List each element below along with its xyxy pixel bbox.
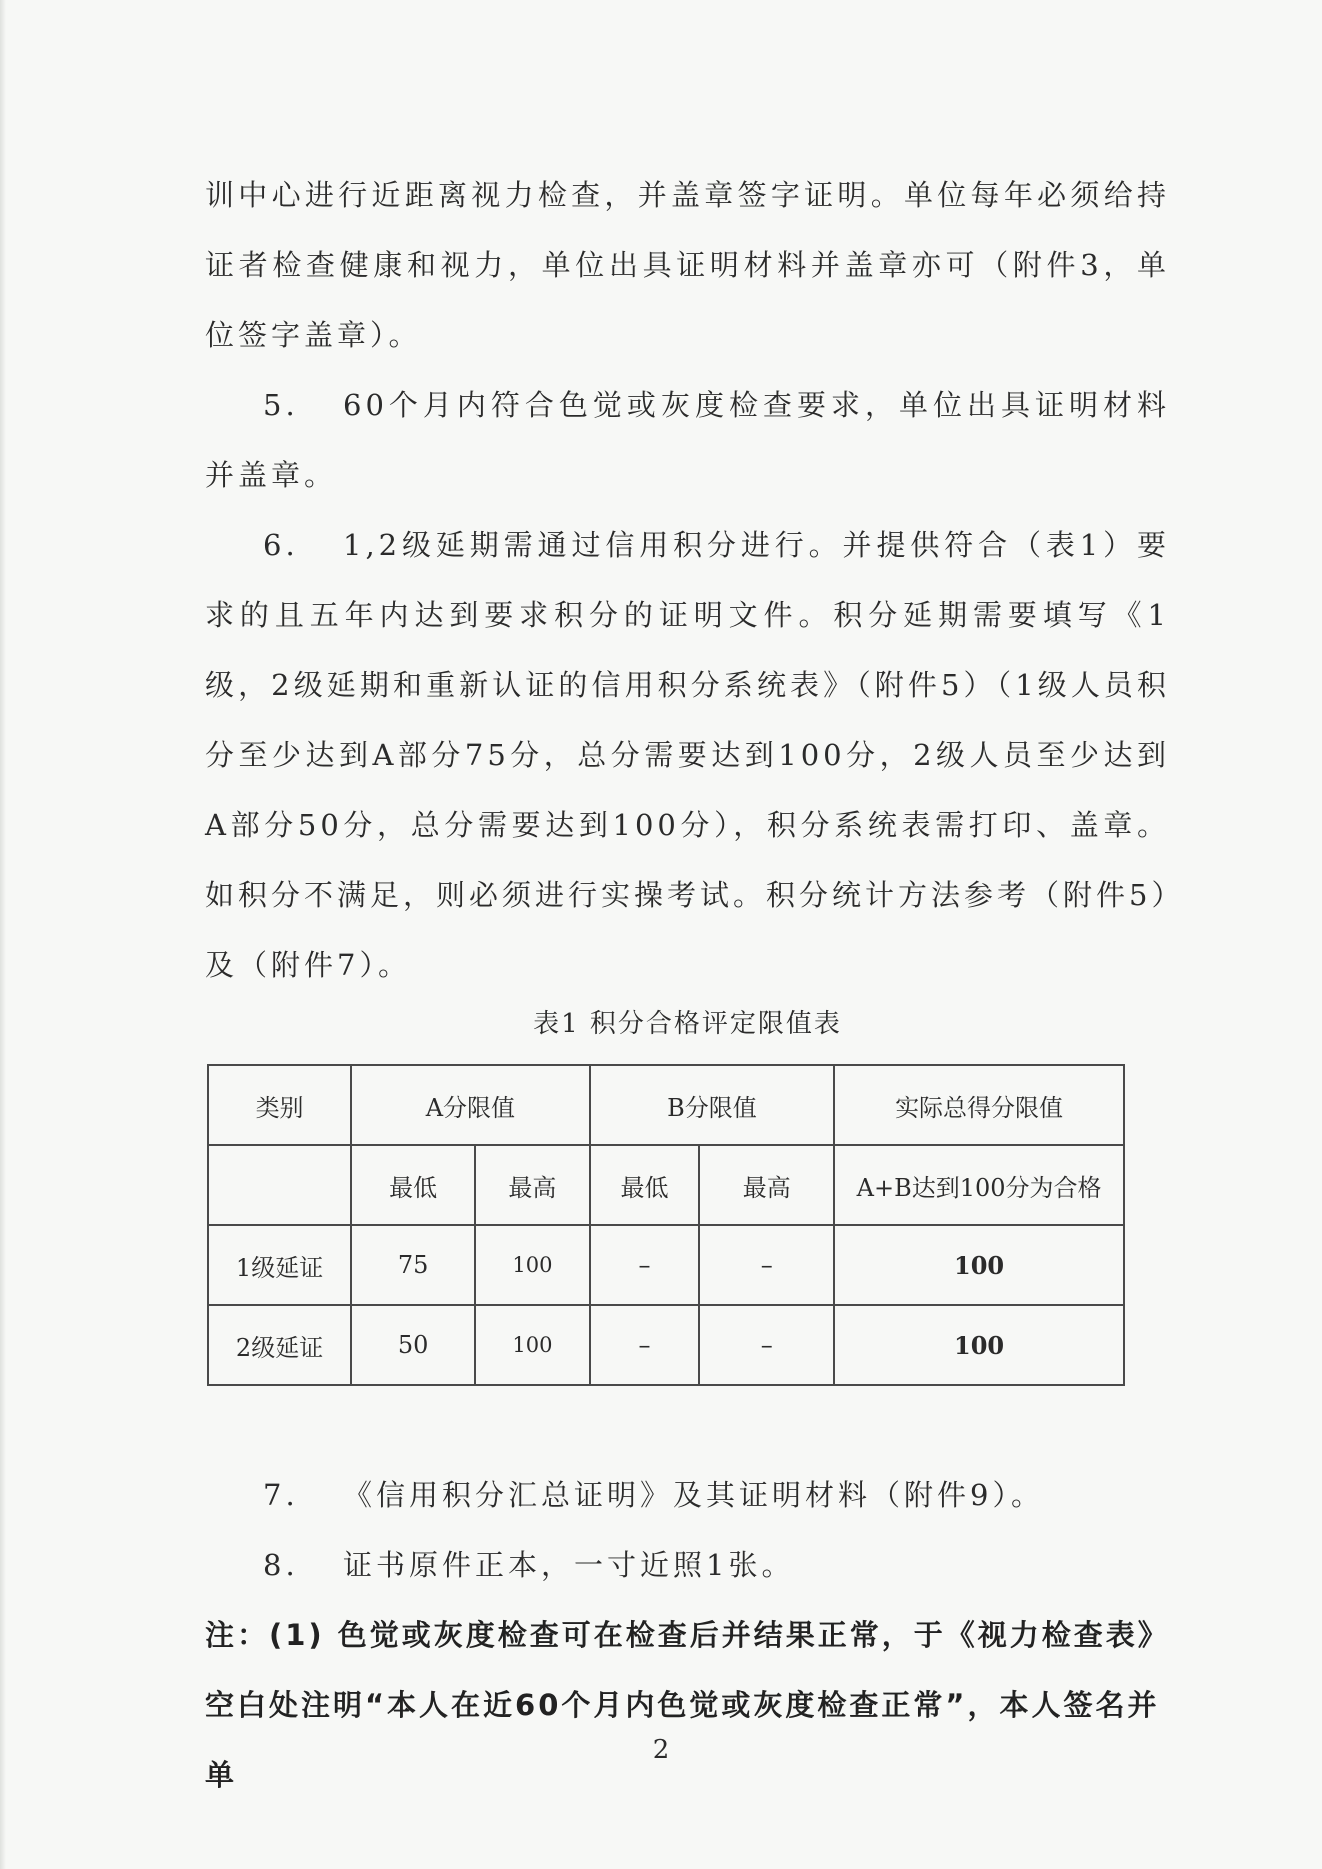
- page-number: 2: [652, 1735, 670, 1765]
- list-item: [205, 1530, 1170, 1600]
- subheader-b-min: 最低: [590, 1145, 700, 1225]
- row-b-max: –: [699, 1305, 834, 1385]
- row-total: 100: [834, 1225, 1124, 1305]
- header-b-limit: B分限值: [590, 1065, 834, 1145]
- subheader-a-min: 最低: [351, 1145, 475, 1225]
- table-caption: 表1 积分合格评定限值表: [533, 1009, 842, 1039]
- table-header-row: [208, 1065, 1124, 1145]
- row-a-min: 75: [351, 1225, 475, 1305]
- table-subheader-row: [208, 1145, 1124, 1225]
- table-row: [208, 1305, 1124, 1385]
- row-total: 100: [834, 1305, 1124, 1385]
- row-a-max: 100: [475, 1305, 590, 1385]
- document-body: [205, 160, 1170, 1810]
- list-item-number: 8.: [263, 1548, 299, 1582]
- subheader-b-max: 最高: [699, 1145, 834, 1225]
- header-category: 类别: [208, 1065, 351, 1145]
- row-category: 2级延证: [208, 1305, 351, 1385]
- list-item: [205, 370, 1170, 510]
- score-limit-table: [207, 1064, 1125, 1386]
- list-item: [205, 510, 1170, 1000]
- list-item-number: 5.: [263, 388, 299, 422]
- list-item: [205, 1460, 1170, 1530]
- row-b-max: –: [699, 1225, 834, 1305]
- row-category: 1级延证: [208, 1225, 351, 1305]
- subheader-empty: [208, 1145, 351, 1225]
- row-a-max: 100: [475, 1225, 590, 1305]
- list-item-number: 7.: [263, 1478, 299, 1512]
- list-item-number: 6.: [263, 528, 299, 562]
- note-paragraph: 注：(1) 色觉或灰度检查可在检查后并结果正常，于《视力检查表》空白处注明“本人在近60个月内色觉或灰度检查正常”，本人签名并单: [205, 1618, 1170, 1792]
- row-a-min: 50: [351, 1305, 475, 1385]
- header-total-limit: 实际总得分限值: [834, 1065, 1124, 1145]
- paragraph-continuation: 训中心进行近距离视力检查，并盖章签字证明。单位每年必须给持证者检查健康和视力，单位出具证明材料并盖章亦可（附件3，单位签字盖章）。: [205, 178, 1170, 352]
- row-b-min: –: [590, 1225, 700, 1305]
- header-a-limit: A分限值: [351, 1065, 590, 1145]
- subheader-total-note: A+B达到100分为合格: [834, 1145, 1124, 1225]
- subheader-a-max: 最高: [475, 1145, 590, 1225]
- list-item-text: 60个月内符合色觉或灰度检查要求，单位出具证明材料并盖章。: [205, 388, 1170, 492]
- list-item-text: 《信用积分汇总证明》及其证明材料（附件9）。: [343, 1478, 1044, 1512]
- list-item-text: 证书原件正本，一寸近照1张。: [343, 1548, 795, 1582]
- row-b-min: –: [590, 1305, 700, 1385]
- table-row: [208, 1225, 1124, 1305]
- list-item-text: 1,2级延期需通过信用积分进行。并提供符合（表1）要求的且五年内达到要求积分的证明文件。积分延期需要填写《1级，2级延期和重新认证的信用积分系统表》（附件5）（1级人员积分至少达到A部分75分，总分需要达到100分，2级人员至少达到A部分50分，总分需要达到100分），积分系统表需打印、盖章。如积分不满足，则必须进行实操考试。积分统计方法参考（附件5）及（附件7）。: [205, 528, 1170, 982]
- scan-edge: [0, 0, 6, 1869]
